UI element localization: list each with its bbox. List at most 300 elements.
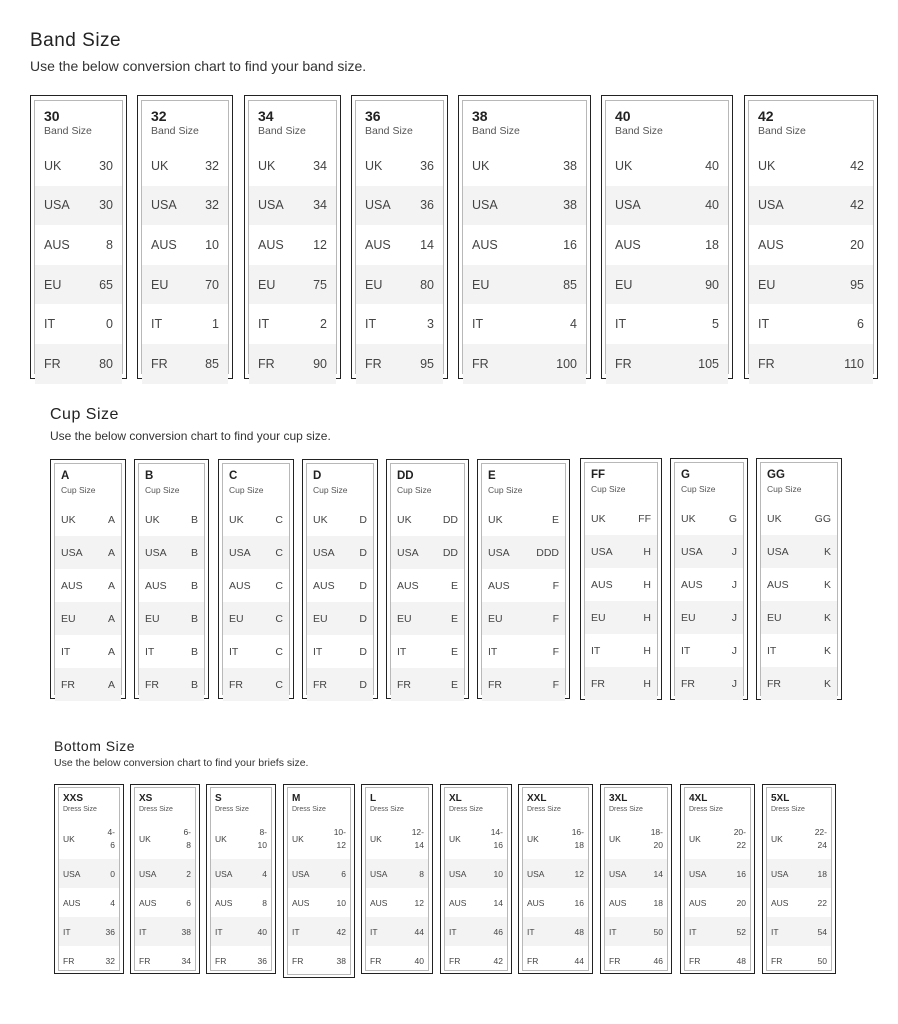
cup-size-card-DD <box>386 459 469 699</box>
region-label: USA <box>44 198 70 213</box>
size-value: 54 <box>817 926 827 937</box>
conversion-row-uk <box>605 819 667 859</box>
size-sublabel: Cup Size <box>397 484 432 495</box>
size-value: 65 <box>99 277 113 292</box>
conversion-row-fr <box>767 946 831 975</box>
region-label: AUS <box>139 897 157 908</box>
conversion-row-usa <box>59 859 119 888</box>
size-label: 36 <box>365 108 381 124</box>
bottom-size-card-4XL <box>680 784 755 974</box>
size-sublabel: Cup Size <box>488 484 523 495</box>
conversion-row-it <box>223 635 289 668</box>
region-label: IT <box>139 926 147 937</box>
conversion-row-eu <box>675 601 743 634</box>
size-value: 42 <box>493 955 503 966</box>
size-value: 50 <box>817 955 827 966</box>
region-label: AUS <box>758 237 784 252</box>
size-value: 36 <box>105 926 115 937</box>
region-label: FR <box>615 356 632 371</box>
size-value: 12 <box>574 868 584 879</box>
conversion-row-it <box>55 635 121 668</box>
size-value: 12 <box>414 897 424 908</box>
size-value: G <box>728 512 737 525</box>
size-value: 22 <box>817 897 827 908</box>
region-label: FR <box>771 955 783 966</box>
region-label: USA <box>139 868 157 879</box>
region-label: UK <box>681 512 696 525</box>
size-label: D <box>313 470 322 482</box>
region-label: UK <box>472 158 490 173</box>
conversion-row-aus <box>223 569 289 602</box>
region-label: FR <box>758 356 775 371</box>
size-value: 14 <box>493 897 503 908</box>
size-value: 20 <box>850 237 864 252</box>
size-label: 4XL <box>689 793 708 804</box>
size-label: S <box>215 793 222 804</box>
conversion-row-usa <box>585 535 657 568</box>
conversion-row-uk <box>139 503 204 536</box>
size-value: 40 <box>414 955 424 966</box>
region-label: IT <box>472 317 484 332</box>
cup-size-title: Cup Size <box>50 406 119 423</box>
conversion-row-aus <box>445 888 507 917</box>
conversion-row-uk <box>59 819 119 859</box>
size-label: XS <box>139 793 153 804</box>
size-value: F <box>552 579 559 592</box>
size-sublabel: Cup Size <box>767 483 802 494</box>
size-value: 18 <box>817 868 827 879</box>
size-sublabel: Cup Size <box>145 484 180 495</box>
region-label: EU <box>61 612 76 625</box>
region-label: UK <box>370 834 382 844</box>
conversion-row-it <box>523 917 588 946</box>
size-value: 52 <box>736 926 746 937</box>
region-label: IT <box>449 926 457 937</box>
size-value: B <box>190 645 198 658</box>
region-label: IT <box>397 645 407 658</box>
conversion-row-it <box>139 635 204 668</box>
conversion-row-aus <box>59 888 119 917</box>
size-value: DD <box>442 513 458 526</box>
region-label: UK <box>313 513 328 526</box>
size-value: 4 <box>110 897 115 908</box>
size-value: 20 <box>736 897 746 908</box>
conversion-row-aus <box>135 888 195 917</box>
conversion-row-it <box>761 634 837 667</box>
size-value: 18 <box>653 897 663 908</box>
region-label: FR <box>609 955 621 966</box>
size-value: A <box>107 546 115 559</box>
size-value: 30 <box>99 198 113 213</box>
region-label: UK <box>689 834 701 844</box>
size-value: H <box>643 611 651 624</box>
conversion-row-fr <box>139 668 204 701</box>
conversion-row-eu <box>35 265 122 305</box>
region-label: USA <box>472 198 498 213</box>
cup-size-card-E <box>477 459 570 699</box>
region-label: FR <box>292 955 304 966</box>
conversion-row-eu <box>585 601 657 634</box>
region-label: UK <box>258 158 276 173</box>
conversion-row-aus <box>482 569 565 602</box>
conversion-row-fr <box>606 344 728 384</box>
conversion-row-it <box>445 917 507 946</box>
region-label: EU <box>151 277 169 292</box>
conversion-row-aus <box>249 225 336 265</box>
region-label: FR <box>370 955 382 966</box>
size-value: DD <box>442 546 458 559</box>
region-label: AUS <box>615 237 641 252</box>
size-value: 12- 14 <box>411 827 424 850</box>
size-value: 42 <box>850 198 864 213</box>
bottom-size-card-XXL <box>518 784 593 974</box>
size-sublabel: Band Size <box>258 125 306 137</box>
size-value: GG <box>814 512 831 525</box>
size-value: 48 <box>736 955 746 966</box>
region-label: UK <box>215 834 227 844</box>
size-value: D <box>359 579 367 592</box>
region-label: AUS <box>215 897 233 908</box>
size-sublabel: Dress Size <box>689 806 723 813</box>
region-label: UK <box>397 513 412 526</box>
size-value: D <box>359 645 367 658</box>
size-label: C <box>229 470 238 482</box>
conversion-row-fr <box>761 667 837 700</box>
size-value: J <box>731 611 737 624</box>
conversion-row-usa <box>139 536 204 569</box>
size-value: E <box>551 513 559 526</box>
size-value: J <box>731 644 737 657</box>
size-value: K <box>823 611 831 624</box>
size-value: 10 <box>336 897 346 908</box>
conversion-row-usa <box>482 536 565 569</box>
region-label: EU <box>472 277 490 292</box>
conversion-row-aus <box>307 569 373 602</box>
size-value: 44 <box>574 955 584 966</box>
band-size-title: Band Size <box>30 30 122 51</box>
region-label: IT <box>527 926 535 937</box>
conversion-row-it <box>307 635 373 668</box>
conversion-row-uk <box>749 146 873 186</box>
conversion-row-aus <box>585 568 657 601</box>
region-label: USA <box>292 868 310 879</box>
conversion-row-usa <box>761 535 837 568</box>
size-sublabel: Cup Size <box>591 483 626 494</box>
conversion-row-uk <box>585 502 657 535</box>
size-value: F <box>552 678 559 691</box>
region-label: IT <box>591 644 601 657</box>
conversion-row-aus <box>35 225 122 265</box>
region-label: AUS <box>145 579 167 592</box>
size-label: 34 <box>258 108 274 124</box>
conversion-row-aus <box>523 888 588 917</box>
conversion-row-eu <box>463 265 586 305</box>
size-value: 34 <box>313 198 327 213</box>
size-sublabel: Cup Size <box>229 484 264 495</box>
region-label: FR <box>61 678 75 691</box>
conversion-row-fr <box>211 946 271 975</box>
size-value: C <box>275 579 283 592</box>
size-value: C <box>275 645 283 658</box>
size-value: 14 <box>653 868 663 879</box>
size-value: D <box>359 513 367 526</box>
size-value: 38 <box>336 955 346 966</box>
size-value: B <box>190 612 198 625</box>
size-label: 3XL <box>609 793 628 804</box>
region-label: EU <box>397 612 412 625</box>
size-value: D <box>359 612 367 625</box>
size-label: GG <box>767 469 785 481</box>
size-sublabel: Dress Size <box>215 806 249 813</box>
conversion-row-eu <box>482 602 565 635</box>
region-label: FR <box>229 678 243 691</box>
size-value: B <box>190 513 198 526</box>
size-value: K <box>823 677 831 690</box>
conversion-row-eu <box>55 602 121 635</box>
conversion-row-it <box>391 635 464 668</box>
band-size-card-42 <box>744 95 878 379</box>
size-value: 105 <box>698 356 719 371</box>
size-value: 6- 8 <box>183 827 191 850</box>
conversion-row-usa <box>523 859 588 888</box>
region-label: IT <box>145 645 155 658</box>
region-label: AUS <box>449 897 467 908</box>
size-value: 4 <box>570 317 577 332</box>
size-value: 34 <box>181 955 191 966</box>
region-label: USA <box>488 546 510 559</box>
region-label: UK <box>151 158 169 173</box>
band-size-subtitle: Use the below conversion chart to find your band size. <box>30 58 367 74</box>
region-label: USA <box>63 868 81 879</box>
size-value: K <box>823 644 831 657</box>
region-label: USA <box>449 868 467 879</box>
conversion-row-eu <box>761 601 837 634</box>
size-value: 80 <box>420 277 434 292</box>
conversion-row-usa <box>685 859 750 888</box>
bottom-size-card-3XL <box>600 784 672 974</box>
conversion-row-fr <box>523 946 588 975</box>
conversion-row-aus <box>463 225 586 265</box>
region-label: IT <box>151 317 163 332</box>
region-label: AUS <box>151 237 177 252</box>
size-sublabel: Dress Size <box>63 806 97 813</box>
region-label: IT <box>771 926 779 937</box>
size-value: E <box>450 645 458 658</box>
size-value: C <box>275 546 283 559</box>
region-label: EU <box>615 277 633 292</box>
region-label: UK <box>488 513 503 526</box>
conversion-row-usa <box>463 186 586 226</box>
size-value: 110 <box>844 356 864 371</box>
region-label: USA <box>313 546 335 559</box>
conversion-row-fr <box>445 946 507 975</box>
size-value: 38 <box>563 198 577 213</box>
conversion-row-usa <box>55 536 121 569</box>
region-label: USA <box>61 546 83 559</box>
size-value: 10 <box>205 237 219 252</box>
conversion-row-aus <box>761 568 837 601</box>
conversion-row-uk <box>767 819 831 859</box>
bottom-size-title: Bottom Size <box>54 738 135 754</box>
size-value: B <box>190 579 198 592</box>
conversion-row-it <box>585 634 657 667</box>
region-label: FR <box>681 677 695 690</box>
size-value: H <box>643 644 651 657</box>
conversion-row-usa <box>605 859 667 888</box>
conversion-row-usa <box>356 186 443 226</box>
size-value: 80 <box>99 356 113 371</box>
region-label: USA <box>151 198 177 213</box>
conversion-row-eu <box>606 265 728 305</box>
size-value: 36 <box>420 158 434 173</box>
size-value: 90 <box>313 356 327 371</box>
size-value: K <box>823 545 831 558</box>
conversion-row-aus <box>685 888 750 917</box>
size-value: A <box>107 513 115 526</box>
conversion-row-fr <box>135 946 195 975</box>
conversion-row-fr <box>223 668 289 701</box>
region-label: FR <box>449 955 461 966</box>
region-label: EU <box>313 612 328 625</box>
conversion-row-usa <box>135 859 195 888</box>
region-label: USA <box>609 868 627 879</box>
region-label: AUS <box>771 897 789 908</box>
region-label: IT <box>215 926 223 937</box>
size-label: 38 <box>472 108 488 124</box>
conversion-row-it <box>249 304 336 344</box>
conversion-row-aus <box>288 888 350 917</box>
region-label: FR <box>313 678 327 691</box>
size-value: 42 <box>336 926 346 937</box>
region-label: USA <box>681 545 703 558</box>
conversion-row-fr <box>482 668 565 701</box>
region-label: IT <box>365 317 377 332</box>
region-label: EU <box>145 612 160 625</box>
size-value: A <box>107 678 115 691</box>
conversion-row-eu <box>391 602 464 635</box>
region-label: AUS <box>609 897 627 908</box>
conversion-row-eu <box>142 265 228 305</box>
cup-size-card-D <box>302 459 378 699</box>
conversion-row-it <box>685 917 750 946</box>
band-size-card-36 <box>351 95 448 379</box>
conversion-row-usa <box>391 536 464 569</box>
region-label: IT <box>370 926 378 937</box>
bottom-size-subtitle: Use the below conversion chart to find your briefs size. <box>54 757 309 769</box>
region-label: UK <box>61 513 76 526</box>
conversion-row-fr <box>749 344 873 384</box>
region-label: IT <box>229 645 239 658</box>
size-sublabel: Dress Size <box>370 806 404 813</box>
region-label: FR <box>139 955 151 966</box>
size-value: 95 <box>850 277 864 292</box>
region-label: USA <box>365 198 391 213</box>
size-value: 8 <box>106 237 113 252</box>
region-label: AUS <box>292 897 310 908</box>
size-label: B <box>145 470 154 482</box>
region-label: AUS <box>527 897 545 908</box>
conversion-row-it <box>675 634 743 667</box>
size-label: 42 <box>758 108 774 124</box>
conversion-row-eu <box>749 265 873 305</box>
size-value: 14 <box>420 237 434 252</box>
bottom-size-card-L <box>361 784 433 974</box>
region-label: IT <box>61 645 71 658</box>
size-value: J <box>731 578 737 591</box>
size-value: 40 <box>257 926 267 937</box>
size-label: 32 <box>151 108 167 124</box>
region-label: UK <box>365 158 383 173</box>
region-label: EU <box>229 612 244 625</box>
region-label: USA <box>145 546 167 559</box>
size-value: 18 <box>705 237 719 252</box>
size-value: 0 <box>106 317 113 332</box>
size-value: 32 <box>205 198 219 213</box>
region-label: FR <box>689 955 701 966</box>
conversion-row-eu <box>356 265 443 305</box>
size-label: G <box>681 469 690 481</box>
size-sublabel: Band Size <box>151 125 199 137</box>
conversion-row-usa <box>211 859 271 888</box>
conversion-row-it <box>211 917 271 946</box>
conversion-row-eu <box>307 602 373 635</box>
size-label: M <box>292 793 301 804</box>
region-label: EU <box>681 611 696 624</box>
size-sublabel: Band Size <box>365 125 413 137</box>
region-label: FR <box>767 677 781 690</box>
size-sublabel: Dress Size <box>771 806 805 813</box>
region-label: UK <box>449 834 461 844</box>
size-value: 48 <box>574 926 584 937</box>
band-size-card-40 <box>601 95 733 379</box>
conversion-row-aus <box>675 568 743 601</box>
size-value: 40 <box>705 158 719 173</box>
region-label: FR <box>63 955 75 966</box>
region-label: UK <box>292 834 304 844</box>
conversion-row-usa <box>767 859 831 888</box>
conversion-row-fr <box>307 668 373 701</box>
size-sublabel: Dress Size <box>609 806 643 813</box>
region-label: FR <box>397 678 411 691</box>
conversion-row-it <box>366 917 428 946</box>
size-value: 32 <box>105 955 115 966</box>
size-value: E <box>450 678 458 691</box>
size-value: 34 <box>313 158 327 173</box>
conversion-row-fr <box>356 344 443 384</box>
size-value: 36 <box>257 955 267 966</box>
size-value: 4 <box>262 868 267 879</box>
size-sublabel: Cup Size <box>681 483 716 494</box>
region-label: IT <box>767 644 777 657</box>
region-label: AUS <box>689 897 707 908</box>
conversion-row-usa <box>249 186 336 226</box>
size-value: 12 <box>313 237 327 252</box>
region-label: AUS <box>488 579 510 592</box>
conversion-row-fr <box>463 344 586 384</box>
conversion-row-it <box>605 917 667 946</box>
conversion-row-usa <box>749 186 873 226</box>
conversion-row-eu <box>139 602 204 635</box>
region-label: IT <box>258 317 270 332</box>
cup-size-card-G <box>670 458 748 700</box>
size-sublabel: Cup Size <box>61 484 96 495</box>
region-label: AUS <box>229 579 251 592</box>
size-value: 14- 16 <box>490 827 503 850</box>
region-label: FR <box>365 356 382 371</box>
size-value: E <box>450 579 458 592</box>
region-label: UK <box>591 512 606 525</box>
size-value: A <box>107 579 115 592</box>
